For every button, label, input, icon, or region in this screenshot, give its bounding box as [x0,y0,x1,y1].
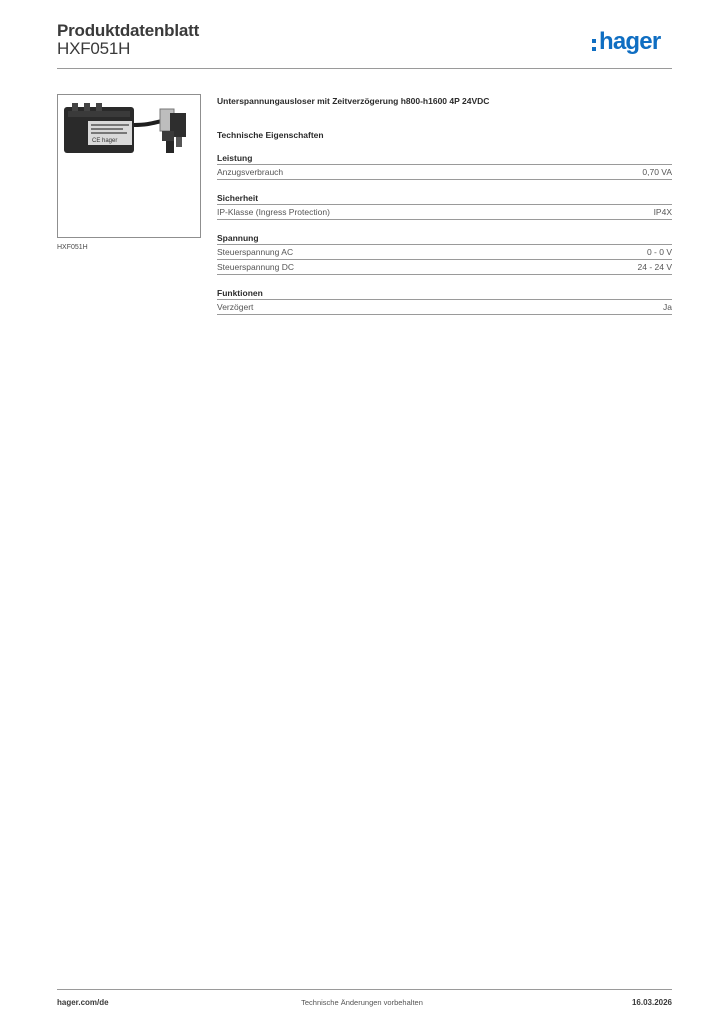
product-label-text: CE hager [92,138,118,144]
product-photo-illustration [58,95,200,237]
spec-label: Anzugsverbrauch [217,167,284,177]
spec-group-leistung [217,152,672,180]
header-divider [57,68,672,69]
spec-value: 0 - 0 V [646,247,672,257]
spec-group-title: Sicherheit [217,192,672,205]
spec-row [217,300,672,315]
spec-group-spannung [217,232,672,275]
logo-dots-icon [592,39,596,51]
product-image [57,94,201,238]
footer-website-link[interactable]: hager.com/de [57,998,109,1007]
section-title: Technische Eigenschaften [217,130,324,140]
document-title: Produktdatenblatt [57,21,200,40]
spec-row [217,165,672,180]
footer-date: 16.03.2026 [631,998,672,1007]
product-name: Unterspannungausloser mit Zeitverzögerung h800-h1600 4P 24VDC [217,96,490,106]
spec-row [217,205,672,220]
spec-value: 0,70 VA [642,167,672,177]
spec-value: IP4X [653,207,672,217]
footer-divider [57,989,672,990]
spec-label: IP-Klasse (Ingress Protection) [217,207,330,217]
spec-value: Ja [663,302,672,312]
spec-label: Verzögert [217,302,254,312]
footer-disclaimer: Technische Änderungen vorbehalten [301,998,423,1007]
spec-group-title: Funktionen [217,287,672,300]
spec-group-title: Leistung [217,152,672,165]
spec-group-funktionen [217,287,672,315]
spec-value: 24 - 24 V [637,262,672,272]
spec-group-title: Spannung [217,232,672,245]
product-details [217,96,672,315]
spec-label: Steuerspannung DC [217,262,295,272]
logo-text: hager [599,28,661,55]
spec-groups [217,152,672,315]
spec-row [217,245,672,260]
image-caption: HXF051H [57,244,88,251]
spec-label: Steuerspannung AC [217,247,294,257]
spec-row [217,260,672,275]
hager-logo [592,27,660,57]
spec-group-sicherheit [217,192,672,220]
article-number: HXF051H [57,39,131,58]
